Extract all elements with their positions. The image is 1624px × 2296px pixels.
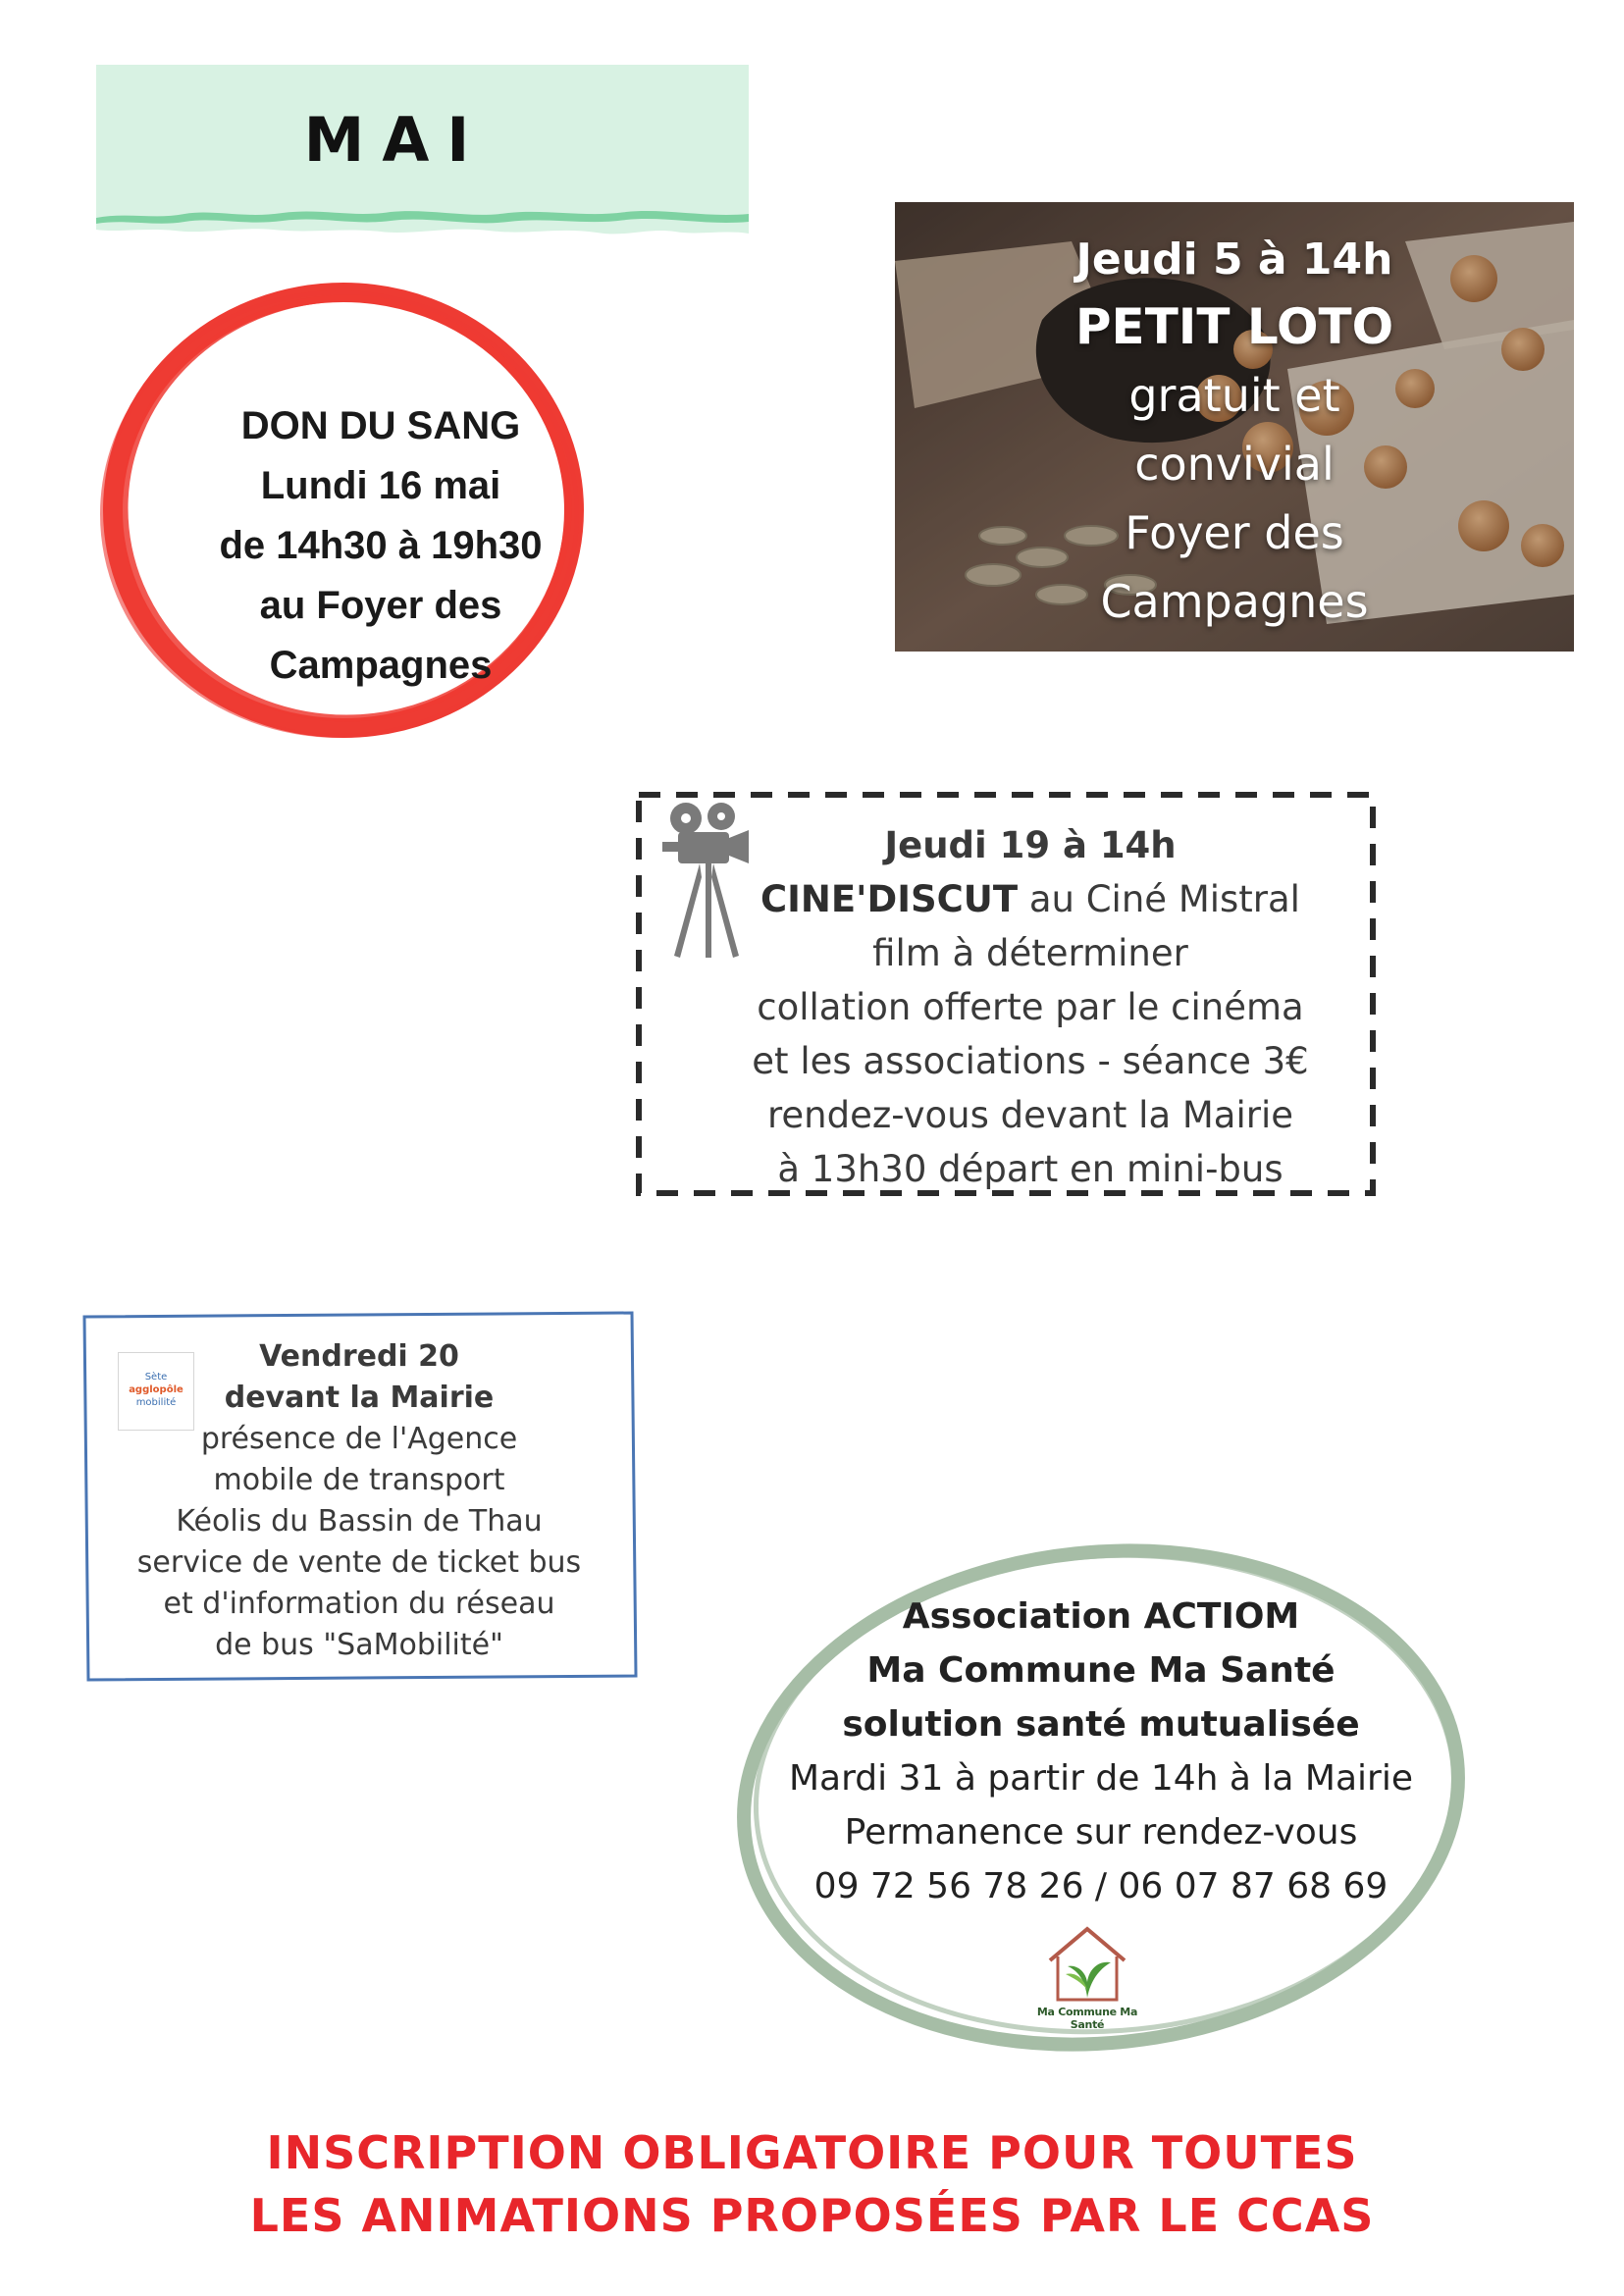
- cinema-event: [633, 789, 1379, 1199]
- cine-line-5: à 13h30 départ en mini-bus: [777, 1148, 1283, 1190]
- loto-line-3: Foyer des: [1125, 506, 1344, 559]
- vend-heading-1: Vendredi 20: [259, 1339, 459, 1374]
- loto-line-1: gratuit et: [1128, 369, 1340, 422]
- page-title: MAI: [303, 104, 488, 176]
- actiom-line-2: Permanence sur rendez-vous: [844, 1812, 1358, 1852]
- transport-agency-event: [80, 1311, 640, 1684]
- house-leaf-icon: [1019, 1921, 1156, 2009]
- month-banner: [96, 65, 749, 251]
- logo-label: Ma Commune Ma Santé: [1036, 2006, 1138, 2031]
- event-title: DON DU SANG: [240, 404, 521, 447]
- vend-heading-2: devant la Mairie: [224, 1381, 495, 1415]
- loto-title: PETIT LOTO: [1074, 298, 1394, 355]
- event-place-line1: au Foyer des: [259, 584, 502, 627]
- actiom-heading-2: Ma Commune Ma Santé: [866, 1650, 1336, 1691]
- cine-date: Jeudi 19 à 14h: [884, 824, 1177, 866]
- footer-line-1: INSCRIPTION OBLIGATOIRE POUR TOUTES: [266, 2126, 1358, 2179]
- cine-title-line: [692, 872, 1369, 926]
- event-date: Lundi 16 mai: [260, 464, 501, 507]
- footer-line-2: LES ANIMATIONS PROPOSÉES PAR LE CCAS: [249, 2189, 1375, 2242]
- cine-title: CINE'DISCUT: [760, 878, 1019, 920]
- event-place-line2: Campagnes: [269, 644, 493, 687]
- loto-event: [895, 202, 1574, 652]
- cine-venue: au Ciné Mistral: [1018, 878, 1300, 920]
- logo-text-2: agglopôle: [129, 1384, 183, 1395]
- logo-text-1: Sète: [144, 1372, 168, 1383]
- loto-date: Jeudi 5 à 14h: [1075, 235, 1393, 285]
- cine-line-4: rendez-vous devant la Mairie: [766, 1094, 1294, 1136]
- actiom-line-1: Mardi 31 à partir de 14h à la Mairie: [788, 1758, 1413, 1799]
- cine-line-3: et les associations - séance 3€: [752, 1040, 1309, 1082]
- actiom-heading-3: solution santé mutualisée: [842, 1704, 1360, 1745]
- blood-donation-event: [86, 281, 606, 742]
- actiom-phones: 09 72 56 78 26 / 06 07 87 68 69: [813, 1866, 1388, 1906]
- vend-line-2: mobile de transport: [213, 1463, 505, 1497]
- vend-line-6: de bus "SaMobilité": [215, 1628, 503, 1662]
- loto-line-4: Campagnes: [1100, 575, 1369, 628]
- vend-line-4: service de vente de ticket bus: [136, 1545, 582, 1580]
- logo-text-3: mobilité: [135, 1397, 177, 1408]
- event-time: de 14h30 à 19h30: [219, 524, 543, 567]
- vend-line-3: Kéolis du Bassin de Thau: [176, 1504, 543, 1539]
- vend-line-5: et d'information du réseau: [163, 1587, 555, 1621]
- ma-commune-ma-sante-logo: [1019, 1921, 1156, 2029]
- loto-line-2: convivial: [1134, 438, 1335, 491]
- cine-line-1: film à déterminer: [872, 932, 1188, 974]
- actiom-heading-1: Association ACTIOM: [902, 1596, 1300, 1637]
- cine-line-2: collation offerte par le cinéma: [757, 986, 1304, 1028]
- footer-notice: [0, 2121, 1624, 2247]
- actiom-event: [708, 1531, 1493, 2061]
- vend-line-1: présence de l'Agence: [200, 1422, 518, 1456]
